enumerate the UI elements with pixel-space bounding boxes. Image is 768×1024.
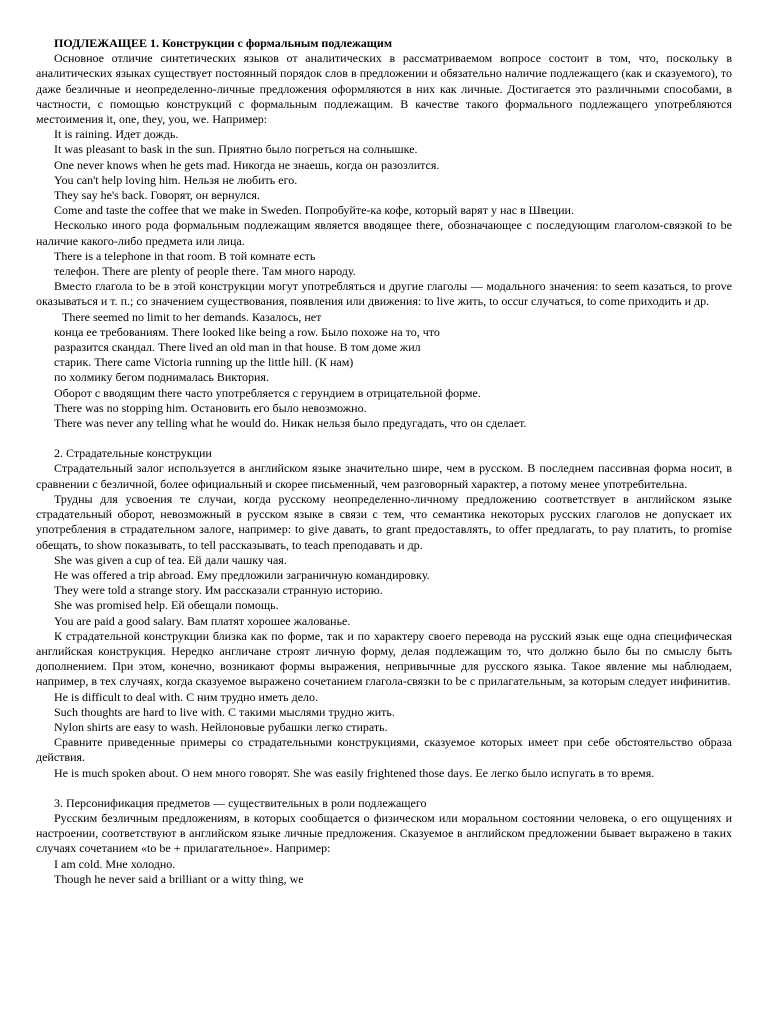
s1-verbs-paragraph: Вместо глагола to be в этой конструкции могут употребляться и другие глаголы — модального значения: to seem казаться, to prove оказываться и т. п.; со значением существования, появления или движения: to live жить, to occur случаться, to come приходить и др. — [36, 279, 732, 309]
s1-verbs-example: по холмику бегом поднималась Виктория. — [54, 370, 269, 385]
section-gap — [36, 431, 732, 446]
s2-example-line: They were told a strange story. Им рассказали странную историю. — [54, 583, 383, 598]
s3-example-line: Though he never said a brilliant or a witty thing, we — [54, 871, 304, 886]
s2-adjective-example: Nylon shirts are easy to wash. Нейлоновые рубашки легко стирать. — [54, 719, 388, 734]
s2-paragraph-4: Сравните приведенные примеры со страдательными конструкциями, сказуемое которых имеет при себе обстоятельство образа действия. — [36, 735, 732, 765]
s2-heading: 2. Страдательные конструкции — [54, 446, 212, 461]
s1-gerund-paragraph: Оборот с вводящим there часто употребляется с герундием в отрицательной форме. — [54, 385, 481, 400]
s1-verbs-example: разразится скандал. There lived an old man in that house. В том доме жил — [54, 340, 421, 355]
s1-verbs-example: старик. There came Victoria running up the little hill. (К нам) — [54, 355, 354, 370]
s2-adjective-example: Such thoughts are hard to live with. С такими мыслями трудно жить. — [54, 704, 395, 719]
s1-example-line: It was pleasant to bask in the sun. Приятно было погреться на солнышке. — [54, 142, 418, 157]
s3-paragraph-1: Русским безличным предложениям, в которых сообщается о физическом или моральном состоянии человека, о его ощущениях и настроении, соответствуют в английском языке личные предложения. Сказуемое в английском предложении бывает выражено в таких случаях сочетанием «to be + прилагательное». Например: — [36, 810, 732, 856]
s1-there-example: телефон. There are plenty of people there. Там много народу. — [54, 264, 356, 279]
s1-verbs-example: There seemed no limit to her demands. Казалось, нет — [62, 309, 322, 324]
s2-example-line: You are paid a good salary. Вам платят хорошее жалованье. — [54, 613, 351, 628]
s2-example-line: She was promised help. Ей обещали помощь. — [54, 598, 279, 613]
s1-gerund-example: There was no stopping him. Остановить его было невозможно. — [54, 400, 367, 415]
s2-example-line: She was given a cup of tea. Ей дали чашку чая. — [54, 552, 287, 567]
s2-paragraph-2: Трудны для усвоения те случаи, когда русскому неопределенно-личному предложению соответствует в английском языке страдательный оборот, невозможный в русском языке в связи с тем, что семантика некоторых русских глаголов не допускает их употребления в страдательном залоге, например: to give давать, to grant предоставлять, to offer предлагать, to pay платить, to promise обещать, to show показывать, to tell рассказывать, to teach преподавать и др. — [36, 491, 732, 552]
s1-example-line: You can't help loving him. Нельзя не любить его. — [54, 172, 298, 187]
s1-example-line: They say he's back. Говорят, он вернулся. — [54, 188, 260, 203]
s1-there-paragraph: Несколько иного рода формальным подлежащим является вводящее there, обозначающее с последующим глаголом-связкой to be наличие какого-либо предмета или лица. — [36, 218, 732, 248]
s1-there-example: There is a telephone in that room. В той комнате есть — [54, 248, 316, 263]
s2-paragraph-3: К страдательной конструкции близка как по форме, так и по характеру своего перевода на русский язык еще одна специфическая английская конструкция. Нередко англичане строят личную форму, делая подлежащим то, что должно было бы по смыслу быть дополнением. При этом, конечно, возникают формы выражения, непривычные для русского языка. Такое явление мы наблюдаем, например, в тех случаях, когда сказуемое выражено сочетанием глагола-связки to be с прилагательным, за которым следует инфинитив. — [36, 628, 732, 689]
s1-gerund-example: There was never any telling what he would do. Никак нельзя было предугадать, что он сделает. — [54, 416, 527, 431]
document-title: ПОДЛЕЖАЩЕЕ 1. Конструкции с формальным подлежащим — [54, 36, 393, 50]
s1-example-line: Come and taste the coffee that we make in Sweden. Попробуйте-ка кофе, который варят у нас в Швеции. — [54, 203, 574, 218]
section-gap — [36, 781, 732, 796]
s1-example-line: It is raining. Идет дождь. — [54, 127, 179, 142]
s1-verbs-example: конца ее требованиям. There looked like being a row. Было похоже на то, что — [54, 324, 440, 339]
s1-example-line: One never knows when he gets mad. Никогда не знаешь, когда он разозлится. — [54, 157, 440, 172]
s2-example-line: He was offered a trip abroad. Ему предложили заграничную командировку. — [54, 567, 430, 582]
s1-intro-paragraph: Основное отличие синтетических языков от аналитических в рассматриваемом вопросе состоит в том, что, поскольку в аналитических языках существует постоянный порядок слов в предложении и обязательно наличие подлежащего (как и сказуемого), то даже безличные и неопределенно-личные предложения оформляются в них как личные. Достигается это различными способами, в частности, с помощью конструкций с формальным подлежащим. В качестве такого формального подлежащего употребляются местоимения it, one, they, you, we. Например: — [36, 51, 732, 127]
s2-paragraph-5: He is much spoken about. О нем много говорят. She was easily frightened those days. Ее легко было испугать в то время. — [54, 765, 655, 780]
s2-adjective-example: He is difficult to deal with. С ним трудно иметь дело. — [54, 689, 319, 704]
s2-paragraph-1: Страдательный залог используется в английском языке значительно шире, чем в русском. В последнем пассивная форма носит, в сравнении с безличной, более официальный и скорее письменный, чем разговорный характер, а потому менее употребительна. — [36, 461, 732, 491]
s3-example-line: I am cold. Мне холодно. — [54, 856, 176, 871]
s3-heading: 3. Персонификация предметов — существительных в роли подлежащего — [54, 795, 427, 810]
